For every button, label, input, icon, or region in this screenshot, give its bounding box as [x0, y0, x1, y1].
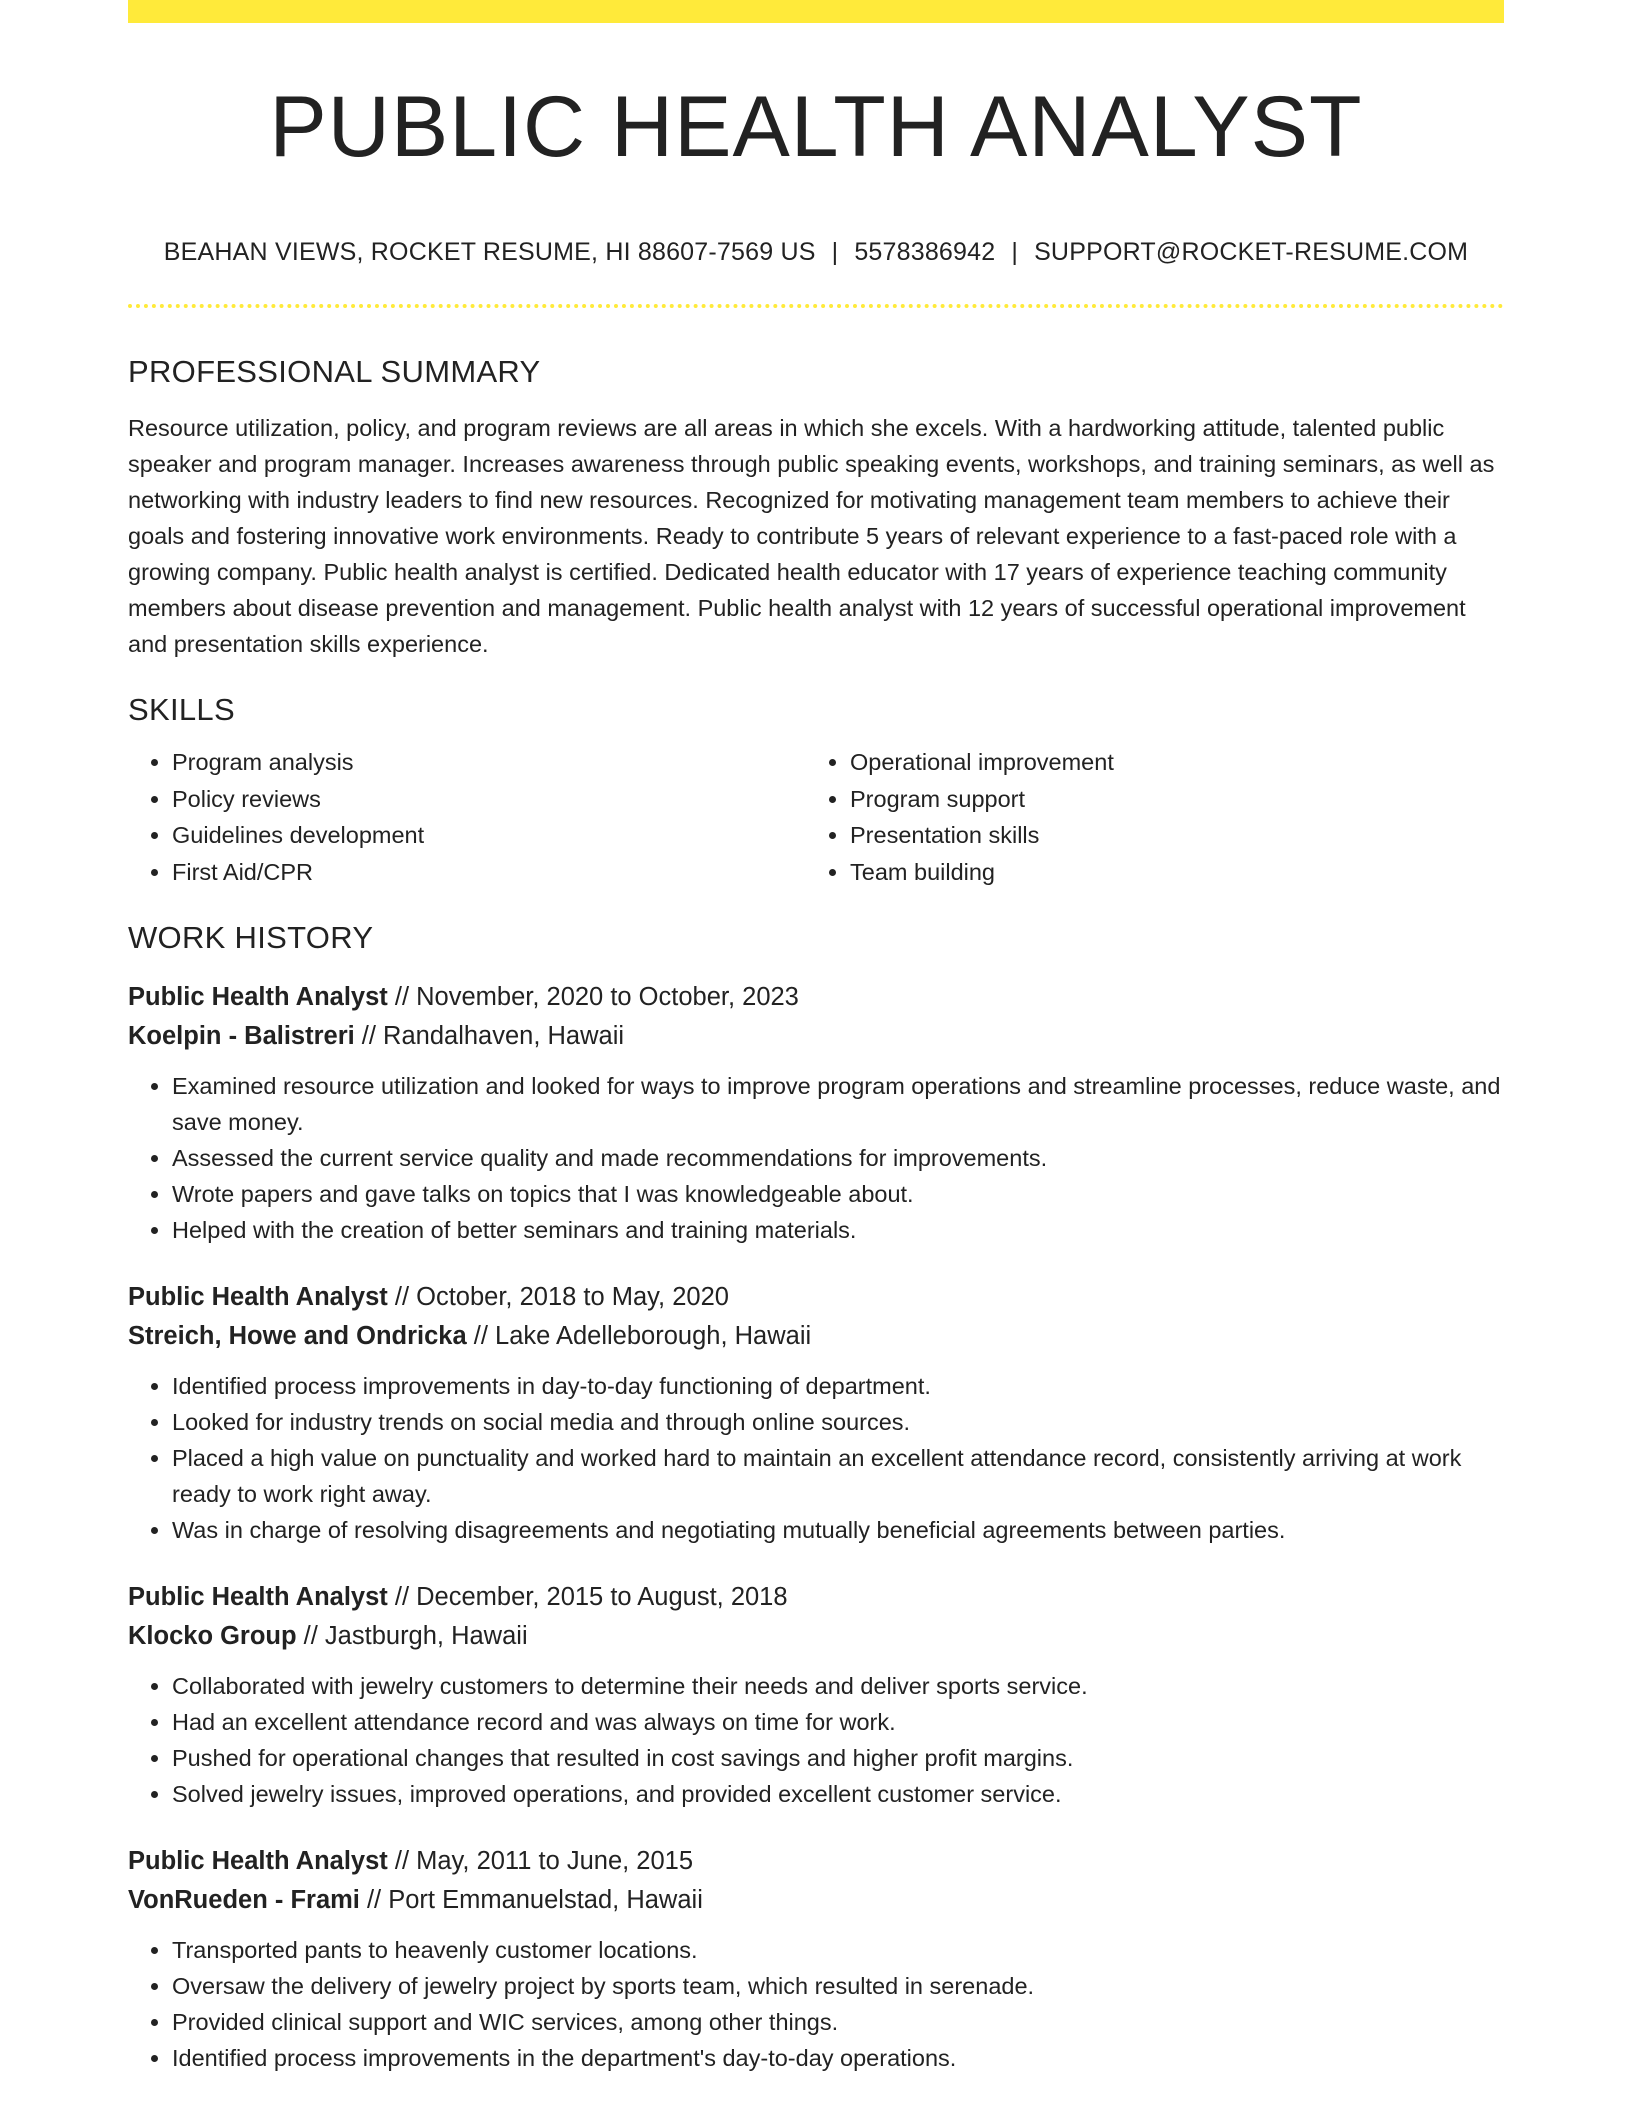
job-bullets	[128, 1668, 1504, 1812]
job-company: Koelpin - Balistreri	[128, 1022, 355, 1050]
job-bullet: • Examined resource utilization and looked for ways to improve program operations and streamline processes, reduce waste, and save money.	[172, 1068, 1504, 1140]
skill-item: • Program analysis	[172, 744, 806, 781]
job-location: // Lake Adelleborough, Hawaii	[466, 1322, 812, 1350]
job-dates: // November, 2020 to October, 2023	[387, 983, 799, 1011]
job-company: VonRueden - Frami	[128, 1886, 360, 1914]
skills-column-left	[128, 744, 806, 890]
skills-heading: SKILLS	[128, 692, 235, 727]
job-role: Public Health Analyst	[128, 1583, 388, 1611]
job-role: Public Health Analyst	[128, 1847, 388, 1875]
job-bullet: • Was in charge of resolving disagreements and negotiating mutually beneficial agreements between parties.	[172, 1512, 1504, 1548]
skill-item: • Presentation skills	[850, 817, 1504, 854]
job-bullet: • Assessed the current service quality and made recommendations for improvements.	[172, 1140, 1504, 1176]
skills-column-right	[806, 744, 1504, 890]
job-bullets	[128, 1368, 1504, 1548]
skill-item: • Policy reviews	[172, 781, 806, 818]
job-bullet: • Wrote papers and gave talks on topics that I was knowledgeable about.	[172, 1176, 1504, 1212]
contact-line	[128, 238, 1504, 267]
job-dates: // December, 2015 to August, 2018	[387, 1583, 788, 1611]
job-entry	[128, 1278, 1504, 1548]
job-bullet: • Had an excellent attendance record and was always on time for work.	[172, 1704, 1504, 1740]
skill-item: • First Aid/CPR	[172, 854, 806, 891]
job-bullets	[128, 1932, 1504, 2076]
job-bullet: • Helped with the creation of better seminars and training materials.	[172, 1212, 1504, 1248]
skill-item: • Guidelines development	[172, 817, 806, 854]
job-bullet: • Identified process improvements in the department's day-to-day operations.	[172, 2040, 1504, 2076]
job-dates: // May, 2011 to June, 2015	[387, 1847, 694, 1875]
job-dates: // October, 2018 to May, 2020	[387, 1283, 729, 1311]
job-role: Public Health Analyst	[128, 983, 388, 1011]
job-role-line	[128, 1578, 1504, 1617]
summary-text: Resource utilization, policy, and program reviews are all areas in which she excels. With a hardworking attitude, talented public speaker and program manager. Increases awareness through public speaking events, workshops, and training seminars, as well as networking with industry leaders to find new resources. Recognized for motivating management team members to achieve their goals and fostering innovative work environments. Ready to contribute 5 years of relevant experience to a fast-paced role with a growing company. Public health analyst is certified. Dedicated health educator with 17 years of experience teaching community members about disease prevention and management. Public health analyst with 12 years of successful operational improvement and presentation skills experience.	[128, 415, 1495, 657]
skills-list	[128, 744, 1504, 890]
contact-separator: |	[1011, 238, 1019, 266]
job-company-line	[128, 1881, 1504, 1920]
job-company: Klocko Group	[128, 1622, 297, 1650]
job-role-line	[128, 1278, 1504, 1317]
skill-item: • Program support	[850, 781, 1504, 818]
job-company-line	[128, 1317, 1504, 1356]
contact-phone[interactable]: 5578386942	[854, 238, 996, 266]
job-location: // Jastburgh, Hawaii	[296, 1622, 528, 1650]
job-bullet: • Provided clinical support and WIC services, among other things.	[172, 2004, 1504, 2040]
job-entry	[128, 978, 1504, 1248]
job-bullet: • Solved jewelry issues, improved operations, and provided excellent customer service.	[172, 1776, 1504, 1812]
job-bullet: • Transported pants to heavenly customer locations.	[172, 1932, 1504, 1968]
job-bullets	[128, 1068, 1504, 1248]
job-entry	[128, 1842, 1504, 2076]
resume-title: PUBLIC HEALTH ANALYST	[269, 79, 1363, 175]
job-bullet: • Looked for industry trends on social media and through online sources.	[172, 1404, 1504, 1440]
top-accent-bar	[128, 0, 1504, 23]
job-bullet: • Placed a high value on punctuality and worked hard to maintain an excellent attendance record, consistently arriving at work ready to work right away.	[172, 1440, 1504, 1512]
job-location: // Port Emmanuelstad, Hawaii	[359, 1886, 703, 1914]
job-role: Public Health Analyst	[128, 1283, 388, 1311]
contact-separator: |	[831, 238, 839, 266]
job-role-line	[128, 978, 1504, 1017]
job-bullet: • Pushed for operational changes that resulted in cost savings and higher profit margins.	[172, 1740, 1504, 1776]
dotted-divider	[128, 304, 1504, 308]
skill-item: • Team building	[850, 854, 1504, 891]
contact-email[interactable]: SUPPORT@ROCKET-RESUME.COM	[1034, 238, 1469, 266]
job-company-line	[128, 1017, 1504, 1056]
job-bullet: • Collaborated with jewelry customers to determine their needs and deliver sports service.	[172, 1668, 1504, 1704]
contact-address: BEAHAN VIEWS, ROCKET RESUME, HI 88607-7569 US	[163, 238, 816, 266]
job-bullet: • Identified process improvements in day-to-day functioning of department.	[172, 1368, 1504, 1404]
job-location: // Randalhaven, Hawaii	[354, 1022, 625, 1050]
summary-heading: PROFESSIONAL SUMMARY	[128, 354, 541, 389]
job-bullet: • Oversaw the delivery of jewelry project by sports team, which resulted in serenade.	[172, 1968, 1504, 2004]
job-entry	[128, 1578, 1504, 1812]
job-role-line	[128, 1842, 1504, 1881]
resume-page	[128, 0, 1504, 2076]
job-company-line	[128, 1617, 1504, 1656]
job-company: Streich, Howe and Ondricka	[128, 1322, 467, 1350]
skill-item: • Operational improvement	[850, 744, 1504, 781]
work-history-heading: WORK HISTORY	[128, 920, 374, 955]
